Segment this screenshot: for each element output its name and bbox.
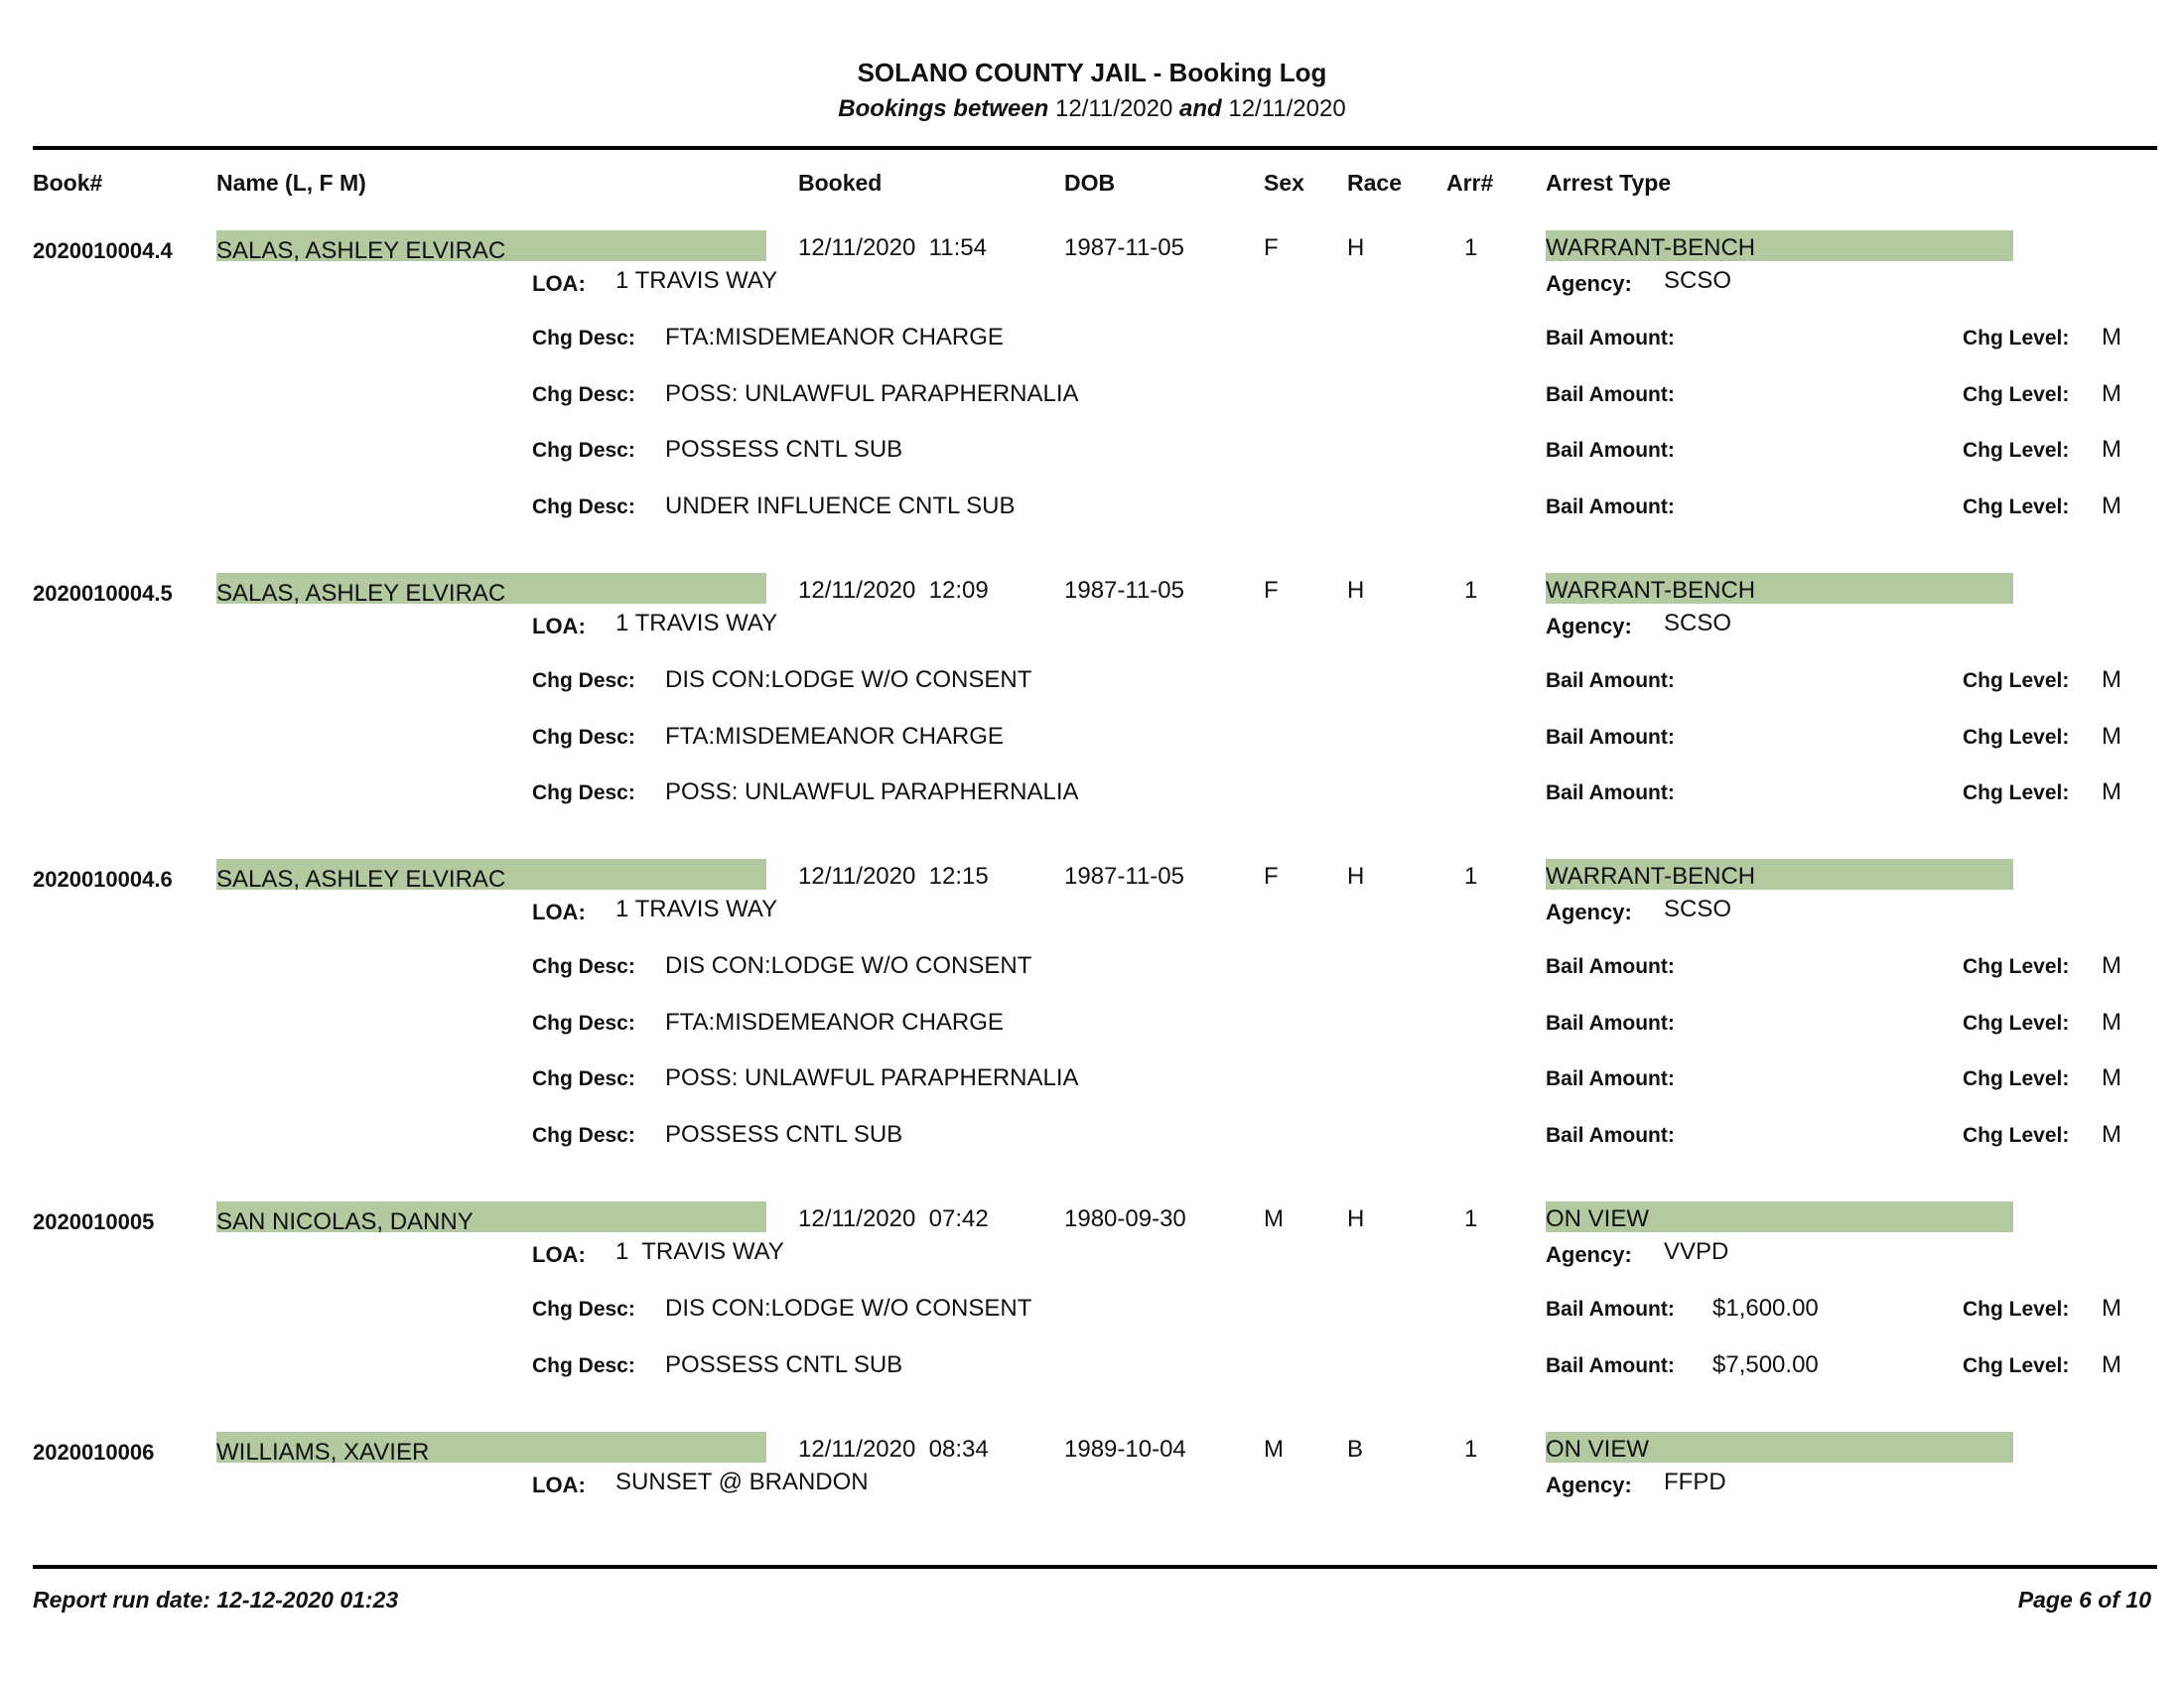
booked-datetime: 12/11/2020 12:15: [798, 863, 989, 890]
charge-description: POSS: UNLAWFUL PARAPHERNALIA: [665, 1064, 1079, 1091]
booked-datetime: 12/11/2020 11:54: [798, 234, 987, 261]
page-number: Page 6 of 10: [2017, 1587, 2151, 1613]
charge-description: UNDER INFLUENCE CNTL SUB: [665, 492, 1016, 519]
bail-amount-label: Bail Amount:: [1546, 494, 1675, 518]
race: H: [1347, 863, 1365, 890]
arrest-type: WARRANT-BENCH: [1546, 577, 1756, 604]
top-rule: [33, 146, 2157, 150]
charge-desc-label: Chg Desc:: [532, 1123, 635, 1147]
charge-level-label: Chg Level:: [1963, 1353, 2070, 1377]
loa-label: LOA:: [532, 1242, 586, 1267]
charge-desc-label: Chg Desc:: [532, 327, 635, 350]
bail-amount-label: Bail Amount:: [1546, 1298, 1675, 1321]
inmate-name: SALAS, ASHLEY ELVIRAC: [216, 866, 506, 893]
date-of-birth: 1989-10-04: [1064, 1436, 1186, 1463]
charge-desc-label: Chg Desc:: [532, 669, 635, 692]
book-number: 2020010006: [33, 1440, 155, 1465]
arrest-number: 1: [1464, 863, 1478, 890]
sex: F: [1264, 577, 1279, 604]
charge-description: POSS: UNLAWFUL PARAPHERNALIA: [665, 778, 1079, 805]
charge-description: DIS CON:LODGE W/O CONSENT: [665, 952, 1032, 979]
booked-datetime: 12/11/2020 08:34: [798, 1436, 989, 1463]
charge-level-value: M: [2102, 666, 2121, 693]
arrest-type: WARRANT-BENCH: [1546, 234, 1756, 261]
charge-description: DIS CON:LODGE W/O CONSENT: [665, 1295, 1032, 1322]
charge-level-value: M: [2102, 379, 2121, 407]
loa-label: LOA:: [532, 900, 586, 924]
report-subtitle: [0, 95, 2184, 123]
charge-desc-label: Chg Desc:: [532, 382, 635, 406]
bail-amount-label: Bail Amount:: [1546, 955, 1675, 978]
charge-description: POSSESS CNTL SUB: [665, 1350, 903, 1378]
subtitle-and: and: [1179, 95, 1222, 122]
date-of-birth: 1980-09-30: [1064, 1205, 1186, 1232]
agency-value: SCSO: [1664, 896, 1732, 922]
report-title: SOLANO COUNTY JAIL - Booking Log: [857, 58, 1327, 87]
date-of-birth: 1987-11-05: [1064, 577, 1184, 604]
charge-desc-label: Chg Desc:: [532, 725, 635, 749]
charge-level-value: M: [2102, 492, 2121, 519]
charge-desc-label: Chg Desc:: [532, 494, 635, 518]
charge-level-value: M: [2102, 1064, 2121, 1091]
agency-value: SCSO: [1664, 610, 1732, 636]
book-number: 2020010005: [33, 1209, 155, 1234]
charge-desc-label: Chg Desc:: [532, 1011, 635, 1035]
booked-datetime: 12/11/2020 12:09: [798, 577, 989, 604]
bail-amount-label: Bail Amount:: [1546, 1353, 1675, 1377]
arrest-number: 1: [1464, 577, 1478, 604]
race: B: [1347, 1436, 1364, 1463]
inmate-name: SAN NICOLAS, DANNY: [216, 1208, 474, 1235]
column-header-race: Race: [1347, 170, 1402, 196]
loa-value: SUNSET @ BRANDON: [615, 1469, 869, 1495]
inmate-name: WILLIAMS, XAVIER: [216, 1439, 430, 1466]
charge-level-value: M: [2102, 1008, 2121, 1036]
loa-value: 1 TRAVIS WAY: [615, 1238, 784, 1265]
charge-level-label: Chg Level:: [1963, 1298, 2070, 1321]
arrest-type: ON VIEW: [1546, 1436, 1650, 1463]
column-header-arrest-type: Arrest Type: [1546, 170, 1672, 196]
arrest-number: 1: [1464, 1205, 1478, 1232]
charge-level-value: M: [2102, 952, 2121, 979]
charge-desc-label: Chg Desc:: [532, 955, 635, 978]
agency-value: FFPD: [1664, 1469, 1726, 1495]
loa-value: 1 TRAVIS WAY: [615, 267, 778, 294]
report-run-date: Report run date: 12-12-2020 01:23: [33, 1587, 399, 1613]
agency-label: Agency:: [1546, 1242, 1632, 1267]
date-of-birth: 1987-11-05: [1064, 863, 1184, 890]
charge-desc-label: Chg Desc:: [532, 1298, 635, 1321]
loa-value: 1 TRAVIS WAY: [615, 610, 778, 636]
inmate-name: SALAS, ASHLEY ELVIRAC: [216, 237, 506, 264]
bail-amount-label: Bail Amount:: [1546, 725, 1675, 749]
bail-amount-label: Bail Amount:: [1546, 669, 1675, 692]
charge-level-label: Chg Level:: [1963, 439, 2070, 462]
charge-description: DIS CON:LODGE W/O CONSENT: [665, 666, 1032, 693]
bottom-rule: [33, 1565, 2157, 1569]
subtitle-prefix: Bookings between: [838, 95, 1049, 122]
booked-datetime: 12/11/2020 07:42: [798, 1205, 989, 1232]
bail-amount-label: Bail Amount:: [1546, 1123, 1675, 1147]
arrest-type: WARRANT-BENCH: [1546, 863, 1756, 890]
charge-level-label: Chg Level:: [1963, 781, 2070, 804]
bail-amount-label: Bail Amount:: [1546, 382, 1675, 406]
bail-amount-label: Bail Amount:: [1546, 781, 1675, 804]
charge-description: POSSESS CNTL SUB: [665, 436, 903, 463]
charge-description: FTA:MISDEMEANOR CHARGE: [665, 722, 1004, 750]
charge-description: FTA:MISDEMEANOR CHARGE: [665, 1008, 1004, 1036]
end-date: 12/11/2020: [1228, 95, 1346, 122]
race: H: [1347, 577, 1365, 604]
column-header-sex: Sex: [1264, 170, 1304, 196]
book-number: 2020010004.6: [33, 867, 173, 892]
date-of-birth: 1987-11-05: [1064, 234, 1184, 261]
agency-label: Agency:: [1546, 900, 1632, 924]
start-date: 12/11/2020: [1055, 95, 1173, 122]
charge-level-value: M: [2102, 778, 2121, 805]
agency-label: Agency:: [1546, 271, 1632, 296]
column-header-dob: DOB: [1064, 170, 1116, 196]
charge-desc-label: Chg Desc:: [532, 781, 635, 804]
charge-level-value: M: [2102, 1350, 2121, 1378]
arrest-number: 1: [1464, 1436, 1478, 1463]
bail-amount-value: $1,600.00: [1712, 1295, 1819, 1322]
sex: M: [1264, 1436, 1284, 1463]
column-header-name: Name (L, F M): [216, 170, 366, 196]
charge-description: FTA:MISDEMEANOR CHARGE: [665, 324, 1004, 351]
bail-amount-label: Bail Amount:: [1546, 1011, 1675, 1035]
bail-amount-label: Bail Amount:: [1546, 439, 1675, 462]
bail-amount-label: Bail Amount:: [1546, 1067, 1675, 1090]
sex: F: [1264, 863, 1279, 890]
column-header-book: Book#: [33, 170, 103, 196]
charge-level-value: M: [2102, 324, 2121, 351]
charge-level-value: M: [2102, 1120, 2121, 1148]
book-number: 2020010004.4: [33, 238, 173, 263]
charge-desc-label: Chg Desc:: [532, 1353, 635, 1377]
race: H: [1347, 1205, 1365, 1232]
sex: F: [1264, 234, 1279, 261]
book-number: 2020010004.5: [33, 581, 173, 606]
loa-label: LOA:: [532, 271, 586, 296]
charge-desc-label: Chg Desc:: [532, 439, 635, 462]
loa-value: 1 TRAVIS WAY: [615, 896, 778, 922]
charge-level-label: Chg Level:: [1963, 382, 2070, 406]
charge-desc-label: Chg Desc:: [532, 1067, 635, 1090]
agency-value: VVPD: [1664, 1238, 1729, 1265]
loa-label: LOA:: [532, 1473, 586, 1497]
arrest-number: 1: [1464, 234, 1478, 261]
bail-amount-value: $7,500.00: [1712, 1350, 1819, 1378]
agency-value: SCSO: [1664, 267, 1732, 294]
column-header-arr: Arr#: [1446, 170, 1494, 196]
agency-label: Agency:: [1546, 1473, 1632, 1497]
charge-description: POSSESS CNTL SUB: [665, 1120, 903, 1148]
loa-label: LOA:: [532, 614, 586, 638]
bail-amount-label: Bail Amount:: [1546, 327, 1675, 350]
column-header-booked: Booked: [798, 170, 883, 196]
charge-level-value: M: [2102, 722, 2121, 750]
charge-level-value: M: [2102, 436, 2121, 463]
charge-level-label: Chg Level:: [1963, 669, 2070, 692]
charge-level-label: Chg Level:: [1963, 1011, 2070, 1035]
charge-level-label: Chg Level:: [1963, 1067, 2070, 1090]
charge-level-label: Chg Level:: [1963, 1123, 2070, 1147]
charge-level-label: Chg Level:: [1963, 955, 2070, 978]
charge-level-label: Chg Level:: [1963, 494, 2070, 518]
charge-level-value: M: [2102, 1295, 2121, 1322]
charge-level-label: Chg Level:: [1963, 327, 2070, 350]
race: H: [1347, 234, 1365, 261]
inmate-name: SALAS, ASHLEY ELVIRAC: [216, 580, 506, 607]
charge-description: POSS: UNLAWFUL PARAPHERNALIA: [665, 379, 1079, 407]
sex: M: [1264, 1205, 1284, 1232]
arrest-type: ON VIEW: [1546, 1205, 1650, 1232]
charge-level-label: Chg Level:: [1963, 725, 2070, 749]
agency-label: Agency:: [1546, 614, 1632, 638]
